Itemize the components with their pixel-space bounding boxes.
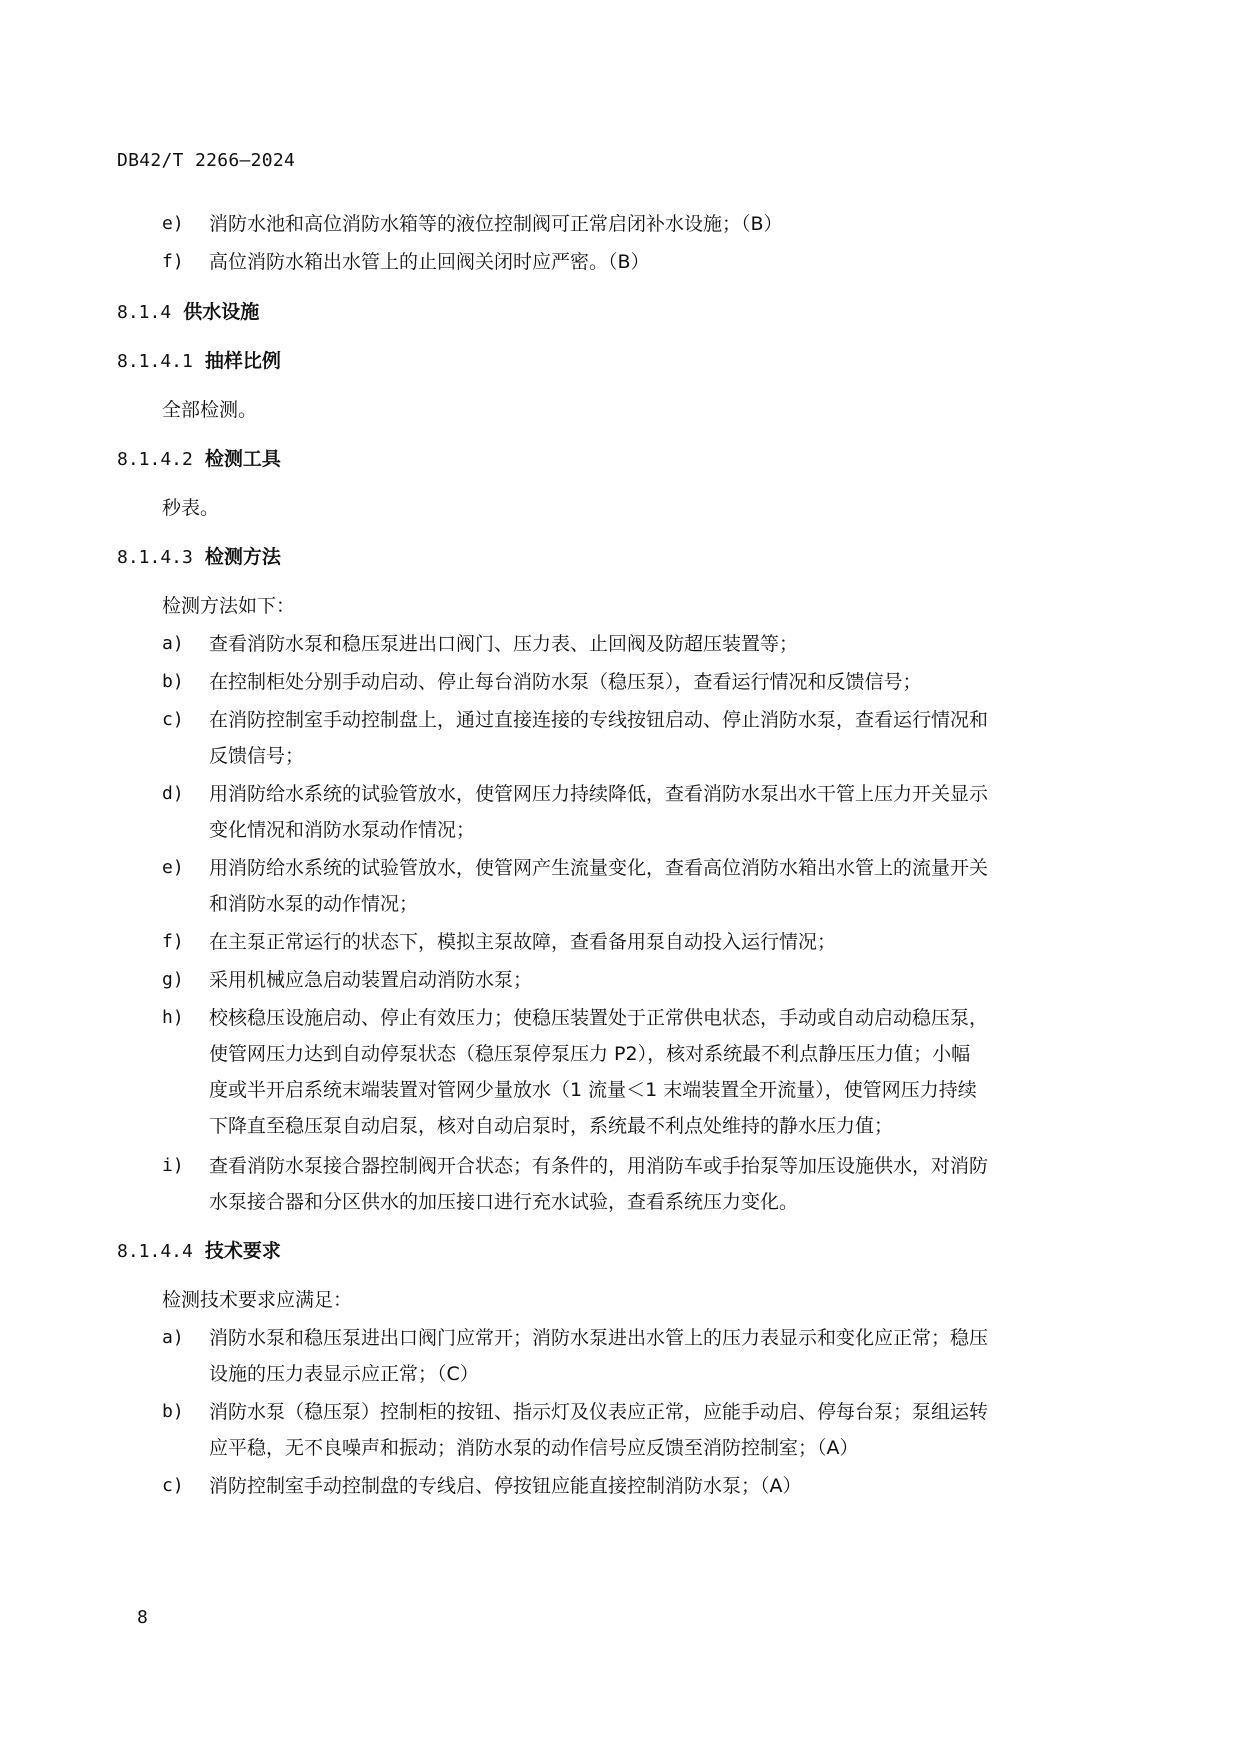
- subsection-number: 8.1.4.2: [117, 449, 193, 470]
- item-label: i): [162, 1155, 184, 1176]
- item-text: 采用机械应急启动装置启动消防水泵；: [209, 969, 533, 991]
- item-text: 用消防给水系统的试验管放水，使管网产生流量变化，查看高位消防水箱出水管上的流量开关 和消防水泵的动作情况；: [209, 857, 989, 915]
- list-item: [162, 206, 1102, 242]
- item-label: f): [162, 931, 184, 952]
- item-text: 高位消防水箱出水管上的止回阀关闭时应严密。（B）: [209, 251, 650, 273]
- list-item: [162, 626, 1102, 662]
- item-label: c): [162, 1475, 184, 1496]
- paragraph: 检测技术要求应满足：: [162, 1289, 353, 1311]
- item-text: 消防控制室手动控制盘的专线启、停按钮应能直接控制消防水泵；（A）: [209, 1475, 802, 1497]
- item-label: c): [162, 709, 184, 730]
- list-item: [162, 244, 1102, 280]
- section-number: 8.1.4: [117, 302, 172, 323]
- item-label: a): [162, 633, 184, 654]
- list-item: [162, 776, 1102, 848]
- item-text: 用消防给水系统的试验管放水，使管网压力持续降低，查看消防水泵出水干管上压力开关显示 变化情况和消防水泵动作情况；: [209, 783, 989, 841]
- list-item: [162, 1394, 1102, 1466]
- item-text: 消防水池和高位消防水箱等的液位控制阀可正常启闭补水设施；（B）: [209, 213, 783, 235]
- item-label: e): [162, 857, 184, 878]
- subsection-title: 检测工具: [204, 448, 281, 470]
- subsection-number: 8.1.4.3: [117, 547, 193, 568]
- list-item: [162, 1148, 1102, 1220]
- item-text: 校核稳压设施启动、停止有效压力；使稳压装置处于正常供电状态，手动或自动启动稳压泵， 使管网压力达到自动停泵状态（稳压泵停泵压力 P2），核对系统最不利点静压压力值；小幅 度或半开启系统末端装置对管网少量放水（1 流量＜1 末端装置全开流量），使管网压力持续 下降直至稳压泵自动启泵，核对自动启泵时，系统最不利点处维持的静水压力值；: [209, 1007, 989, 1137]
- document-code: DB42/T 2266—2024: [117, 150, 296, 171]
- list-item: [162, 1468, 1102, 1504]
- item-text: 查看消防水泵和稳压泵进出口阀门、压力表、止回阀及防超压装置等；: [209, 633, 799, 655]
- list-item: [162, 850, 1102, 922]
- subsection-number: 8.1.4.1: [117, 351, 193, 372]
- item-label: h): [162, 1007, 184, 1028]
- item-label: e): [162, 213, 184, 234]
- subsection-title: 抽样比例: [204, 350, 281, 372]
- item-label: g): [162, 969, 184, 990]
- subsection-heading: [117, 441, 281, 478]
- list-item: [162, 702, 1102, 774]
- subsection-title: 技术要求: [204, 1240, 281, 1262]
- item-label: a): [162, 1327, 184, 1348]
- subsection-heading: [117, 539, 281, 576]
- subsection-heading: [117, 1233, 281, 1270]
- subsection-number: 8.1.4.4: [117, 1241, 193, 1262]
- list-item: [162, 664, 1102, 700]
- subsection-heading: [117, 343, 281, 380]
- list-item: [162, 1000, 1102, 1144]
- item-label: f): [162, 251, 184, 272]
- subsection-title: 检测方法: [204, 546, 281, 568]
- item-text: 消防水泵和稳压泵进出口阀门应常开；消防水泵进出水管上的压力表显示和变化应正常；稳压 设施的压力表显示应正常；（C）: [209, 1327, 989, 1385]
- item-label: b): [162, 1401, 184, 1422]
- item-text: 查看消防水泵接合器控制阀开合状态；有条件的，用消防车或手抬泵等加压设施供水，对消防 水泵接合器和分区供水的加压接口进行充水试验，查看系统压力变化。: [209, 1155, 989, 1213]
- page-number: 8: [137, 1607, 148, 1628]
- paragraph: 全部检测。: [162, 399, 258, 421]
- item-text: 在控制柜处分别手动启动、停止每台消防水泵（稳压泵），查看运行情况和反馈信号；: [209, 671, 922, 693]
- item-text: 在主泵正常运行的状态下，模拟主泵故障，查看备用泵自动投入运行情况；: [209, 931, 837, 953]
- section-title: 供水设施: [183, 301, 260, 323]
- item-label: d): [162, 783, 184, 804]
- paragraph: 秒表。: [162, 497, 220, 519]
- section-heading: [117, 294, 259, 331]
- list-item: [162, 924, 1102, 960]
- list-item: [162, 962, 1102, 998]
- item-text: 消防水泵（稳压泵）控制柜的按钮、指示灯及仪表应正常，应能手动启、停每台泵；泵组运转 应平稳，无不良噪声和振动；消防水泵的动作信号应反馈至消防控制室；（A）: [209, 1401, 989, 1459]
- paragraph: 检测方法如下：: [162, 595, 296, 617]
- item-label: b): [162, 671, 184, 692]
- list-item: [162, 1320, 1102, 1392]
- item-text: 在消防控制室手动控制盘上，通过直接连接的专线按钮启动、停止消防水泵，查看运行情况和 反馈信号；: [209, 709, 989, 767]
